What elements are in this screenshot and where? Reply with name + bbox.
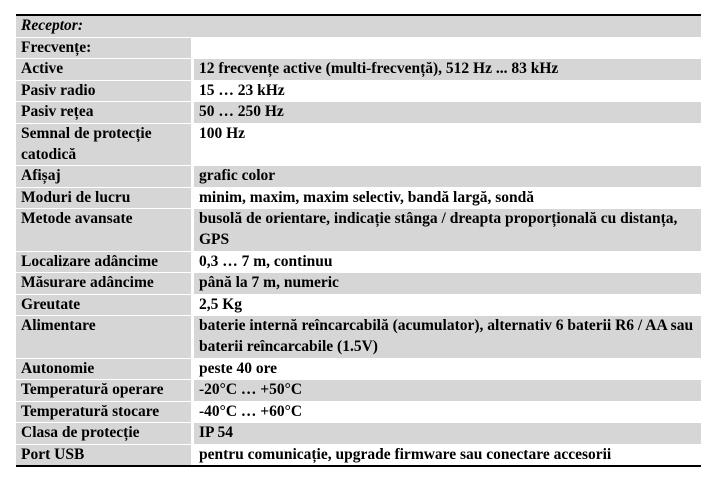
row-label: Temperatură operare bbox=[16, 380, 191, 401]
row-value: busolă de orientare, indicație stânga / dreapta proporțională cu distanța, GPS bbox=[194, 209, 701, 250]
table-row bbox=[16, 251, 701, 273]
table-row bbox=[16, 165, 701, 187]
table-row bbox=[16, 37, 701, 59]
row-value: -40°C … +60°C bbox=[194, 402, 701, 423]
row-value: 50 … 250 Hz bbox=[194, 102, 701, 123]
row-label: Greutate bbox=[16, 295, 191, 316]
row-value bbox=[194, 38, 701, 59]
row-label: Temperatură stocare bbox=[16, 402, 191, 423]
row-value: 12 frecvențe active (multi-frecvență), 512 Hz ... 83 kHz bbox=[194, 59, 701, 80]
row-label: Port USB bbox=[16, 445, 191, 466]
row-value: baterie internă reîncarcabilă (acumulator), alternativ 6 baterii R6 / AA sau baterii reîncarcabile (1.5V) bbox=[194, 316, 701, 357]
table-row bbox=[16, 422, 701, 444]
table-row bbox=[16, 401, 701, 423]
table-row bbox=[16, 208, 701, 250]
row-label: Localizare adâncime bbox=[16, 252, 191, 273]
row-value: 15 … 23 kHz bbox=[194, 81, 701, 102]
table-row bbox=[16, 101, 701, 123]
table-row bbox=[16, 123, 701, 165]
table-header: Receptor: bbox=[16, 16, 701, 37]
table-row bbox=[16, 272, 701, 294]
row-label: Autonomie bbox=[16, 359, 191, 380]
row-label: Moduri de lucru bbox=[16, 188, 191, 209]
table-row bbox=[16, 187, 701, 209]
row-label: Pasiv radio bbox=[16, 81, 191, 102]
table-row bbox=[16, 58, 701, 80]
row-label: Frecvențe: bbox=[16, 38, 191, 59]
table-row bbox=[16, 80, 701, 102]
receptor-spec-table bbox=[16, 14, 701, 467]
row-value: 2,5 Kg bbox=[194, 295, 701, 316]
row-value: grafic color bbox=[194, 166, 701, 187]
row-value: peste 40 ore bbox=[194, 359, 701, 380]
row-value: pentru comunicație, upgrade firmware sau conectare accesorii bbox=[194, 445, 701, 466]
row-label: Măsurare adâncime bbox=[16, 273, 191, 294]
row-label: Semnal de protecție catodică bbox=[16, 124, 191, 165]
table-row bbox=[16, 379, 701, 401]
row-value: 0,3 … 7 m, continuu bbox=[194, 252, 701, 273]
row-value: -20°C … +50°C bbox=[194, 380, 701, 401]
table-row bbox=[16, 315, 701, 357]
row-value: minim, maxim, maxim selectiv, bandă largă, sondă bbox=[194, 188, 701, 209]
table-row bbox=[16, 358, 701, 380]
row-value: IP 54 bbox=[194, 423, 701, 444]
row-label: Active bbox=[16, 59, 191, 80]
row-label: Alimentare bbox=[16, 316, 191, 357]
row-label: Pasiv rețea bbox=[16, 102, 191, 123]
row-value: până la 7 m, numeric bbox=[194, 273, 701, 294]
row-label: Afișaj bbox=[16, 166, 191, 187]
table-row bbox=[16, 444, 701, 466]
row-label: Metode avansate bbox=[16, 209, 191, 250]
row-value: 100 Hz bbox=[194, 124, 701, 165]
table-header-row bbox=[16, 16, 701, 37]
table-row bbox=[16, 294, 701, 316]
row-label: Clasa de protecție bbox=[16, 423, 191, 444]
